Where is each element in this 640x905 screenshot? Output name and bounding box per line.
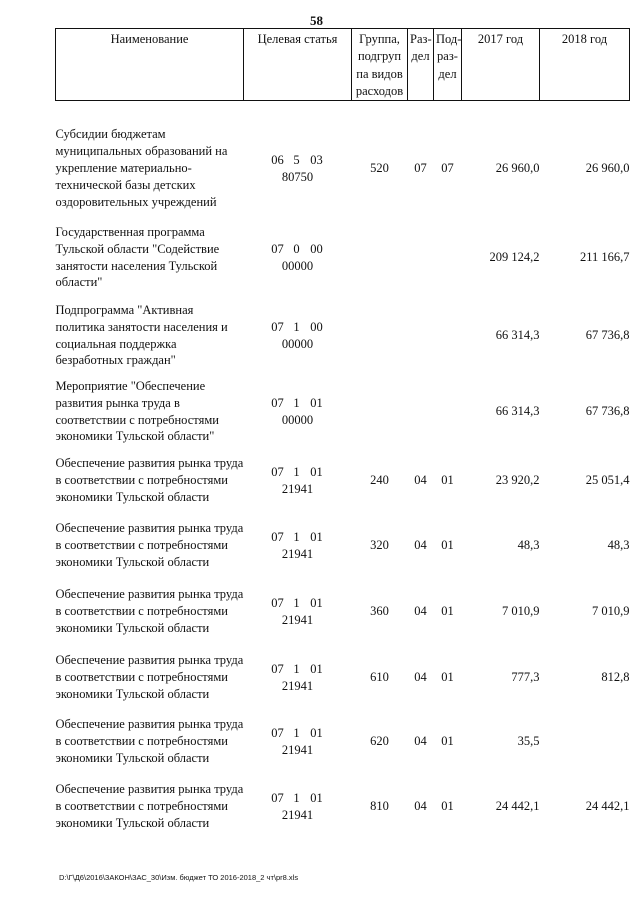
article-subprogram: 0: [293, 242, 300, 257]
row-amount-2018: 7 010,9: [592, 604, 630, 619]
row-section: 04: [414, 799, 427, 814]
article-subprogram: 5: [293, 153, 300, 168]
article-direction: 00000: [281, 258, 314, 273]
row-subsection: [434, 375, 462, 449]
article-direction: 21941: [281, 742, 314, 757]
table-row: [56, 579, 630, 645]
row-amount-2017: 209 124,2: [489, 250, 540, 265]
row-subsection: 07: [441, 161, 454, 176]
row-amount-2018: 48,3: [607, 538, 630, 553]
row-subsection: 01: [441, 473, 454, 488]
article-program: 07: [271, 465, 284, 480]
row-target-article: [244, 219, 352, 297]
row-amount-2017: 24 442,1: [495, 799, 540, 814]
row-amount-2017: 23 920,2: [495, 473, 540, 488]
article-program: 06: [271, 153, 284, 168]
article-direction: 21941: [281, 481, 314, 496]
row-subsection: [434, 297, 462, 375]
page-number: 58: [310, 13, 323, 28]
table-row: [56, 449, 630, 513]
row-expense-group: 620: [370, 734, 389, 749]
row-expense-group: [352, 219, 408, 297]
article-direction: 21941: [281, 678, 314, 693]
row-expense-group: 810: [370, 799, 389, 814]
header-subsection: Под- раз- дел: [434, 29, 462, 101]
table-row: [56, 375, 630, 449]
header-expense-group: Группа, подгруп па видов расходов: [352, 29, 408, 101]
row-subsection: 01: [441, 538, 454, 553]
row-target-article: [244, 645, 352, 711]
article-event: 01: [310, 530, 323, 545]
article-program: 07: [271, 662, 284, 677]
row-amount-2018: 67 736,8: [585, 404, 630, 419]
row-section: [408, 297, 434, 375]
table-row: [56, 645, 630, 711]
row-expense-group: 320: [370, 538, 389, 553]
budget-table: [55, 28, 630, 841]
article-program: 07: [271, 242, 284, 257]
header-target-article: Целевая статья: [244, 29, 352, 101]
article-subprogram: 1: [293, 396, 300, 411]
row-amount-2018: 67 736,8: [585, 328, 630, 343]
table-row: [56, 119, 630, 219]
row-amount-2017: 777,3: [511, 670, 540, 685]
row-name: Мероприятие "Обеспечение развития рынка труда в соответствии с потребностями экономики Тульской области": [55, 378, 219, 444]
article-program: 07: [271, 396, 284, 411]
table-row: [56, 711, 630, 773]
header-name: Наименование: [56, 29, 244, 101]
table-row: [56, 219, 630, 297]
article-subprogram: 1: [293, 320, 300, 335]
row-target-article: [244, 449, 352, 513]
row-section: [408, 375, 434, 449]
row-amount-2017: 48,3: [517, 538, 540, 553]
article-event: 01: [310, 662, 323, 677]
article-direction: 21941: [281, 612, 314, 627]
row-name: Подпрограмма "Активная политика занятости населения и социальная поддержка безработных граждан": [55, 302, 228, 368]
row-name: Обеспечение развития рынка труда в соответствии с потребностями экономики Тульской области: [55, 521, 244, 569]
article-program: 07: [271, 530, 284, 545]
row-name: Обеспечение развития рынка труда в соответствии с потребностями экономики Тульской области: [55, 717, 244, 765]
article-program: 07: [271, 726, 284, 741]
row-name: Обеспечение развития рынка труда в соответствии с потребностями экономики Тульской области: [55, 782, 244, 830]
header-year-2017: 2017 год: [462, 29, 540, 101]
row-section: [408, 219, 434, 297]
table-row: [56, 297, 630, 375]
row-expense-group: [352, 375, 408, 449]
row-target-article: [244, 297, 352, 375]
article-subprogram: 1: [293, 726, 300, 741]
row-target-article: [244, 513, 352, 579]
row-section: 04: [414, 604, 427, 619]
row-amount-2017: 35,5: [517, 734, 540, 749]
article-program: 07: [271, 791, 284, 806]
row-target-article: [244, 579, 352, 645]
row-target-article: [244, 773, 352, 841]
row-name: Субсидии бюджетам муниципальных образований на укрепление материально-технической базы детских оздоровительных учреждений: [55, 127, 228, 209]
article-event: 01: [310, 791, 323, 806]
row-amount-2018: [540, 711, 630, 773]
article-event: 01: [310, 465, 323, 480]
article-subprogram: 1: [293, 791, 300, 806]
article-event: 00: [310, 320, 323, 335]
row-expense-group: 520: [370, 161, 389, 176]
row-name: Обеспечение развития рынка труда в соответствии с потребностями экономики Тульской области: [55, 456, 244, 504]
row-amount-2017: 66 314,3: [495, 328, 540, 343]
article-event: 01: [310, 726, 323, 741]
row-subsection: 01: [441, 670, 454, 685]
article-subprogram: 1: [293, 530, 300, 545]
row-subsection: 01: [441, 604, 454, 619]
row-expense-group: [352, 297, 408, 375]
row-section: 04: [414, 473, 427, 488]
row-section: 07: [414, 161, 427, 176]
row-amount-2017: 26 960,0: [495, 161, 540, 176]
article-direction: 80750: [281, 169, 314, 184]
row-name: Государственная программа Тульской области "Содействие занятости населения Тульской области": [55, 224, 220, 290]
row-expense-group: 240: [370, 473, 389, 488]
row-amount-2018: 812,8: [601, 670, 630, 685]
row-section: 04: [414, 670, 427, 685]
row-target-article: [244, 711, 352, 773]
row-amount-2018: 211 166,7: [579, 250, 630, 265]
row-target-article: [244, 375, 352, 449]
article-direction: 00000: [281, 336, 314, 351]
row-name: Обеспечение развития рынка труда в соответствии с потребностями экономики Тульской области: [55, 653, 244, 701]
row-expense-group: 610: [370, 670, 389, 685]
row-section: 04: [414, 734, 427, 749]
article-direction: 00000: [281, 412, 314, 427]
article-event: 00: [310, 242, 323, 257]
row-amount-2017: 66 314,3: [495, 404, 540, 419]
table-row: [56, 513, 630, 579]
article-subprogram: 1: [293, 465, 300, 480]
article-event: 03: [310, 153, 323, 168]
article-event: 01: [310, 596, 323, 611]
article-subprogram: 1: [293, 596, 300, 611]
row-amount-2017: 7 010,9: [502, 604, 540, 619]
row-subsection: [434, 219, 462, 297]
row-amount-2018: 24 442,1: [585, 799, 630, 814]
row-subsection: 01: [441, 734, 454, 749]
row-name: Обеспечение развития рынка труда в соответствии с потребностями экономики Тульской области: [55, 587, 244, 635]
row-section: 04: [414, 538, 427, 553]
article-subprogram: 1: [293, 662, 300, 677]
row-amount-2018: 26 960,0: [585, 161, 630, 176]
row-amount-2018: 25 051,4: [585, 473, 630, 488]
article-program: 07: [271, 320, 284, 335]
row-expense-group: 360: [370, 604, 389, 619]
file-path-footer: D:\Г\Д6\2016\ЗАКОН\ЗАС_30\Изм. бюджет ТО 2016-2018_2 чт\pr8.xls: [59, 873, 299, 882]
article-event: 01: [310, 396, 323, 411]
header-year-2018: 2018 год: [540, 29, 630, 101]
table-header-row: [56, 29, 630, 101]
table-row: [56, 773, 630, 841]
header-section: Раз- дел: [408, 29, 434, 101]
article-direction: 21941: [281, 546, 314, 561]
row-target-article: [244, 119, 352, 219]
row-subsection: 01: [441, 799, 454, 814]
article-program: 07: [271, 596, 284, 611]
article-direction: 21941: [281, 807, 314, 822]
